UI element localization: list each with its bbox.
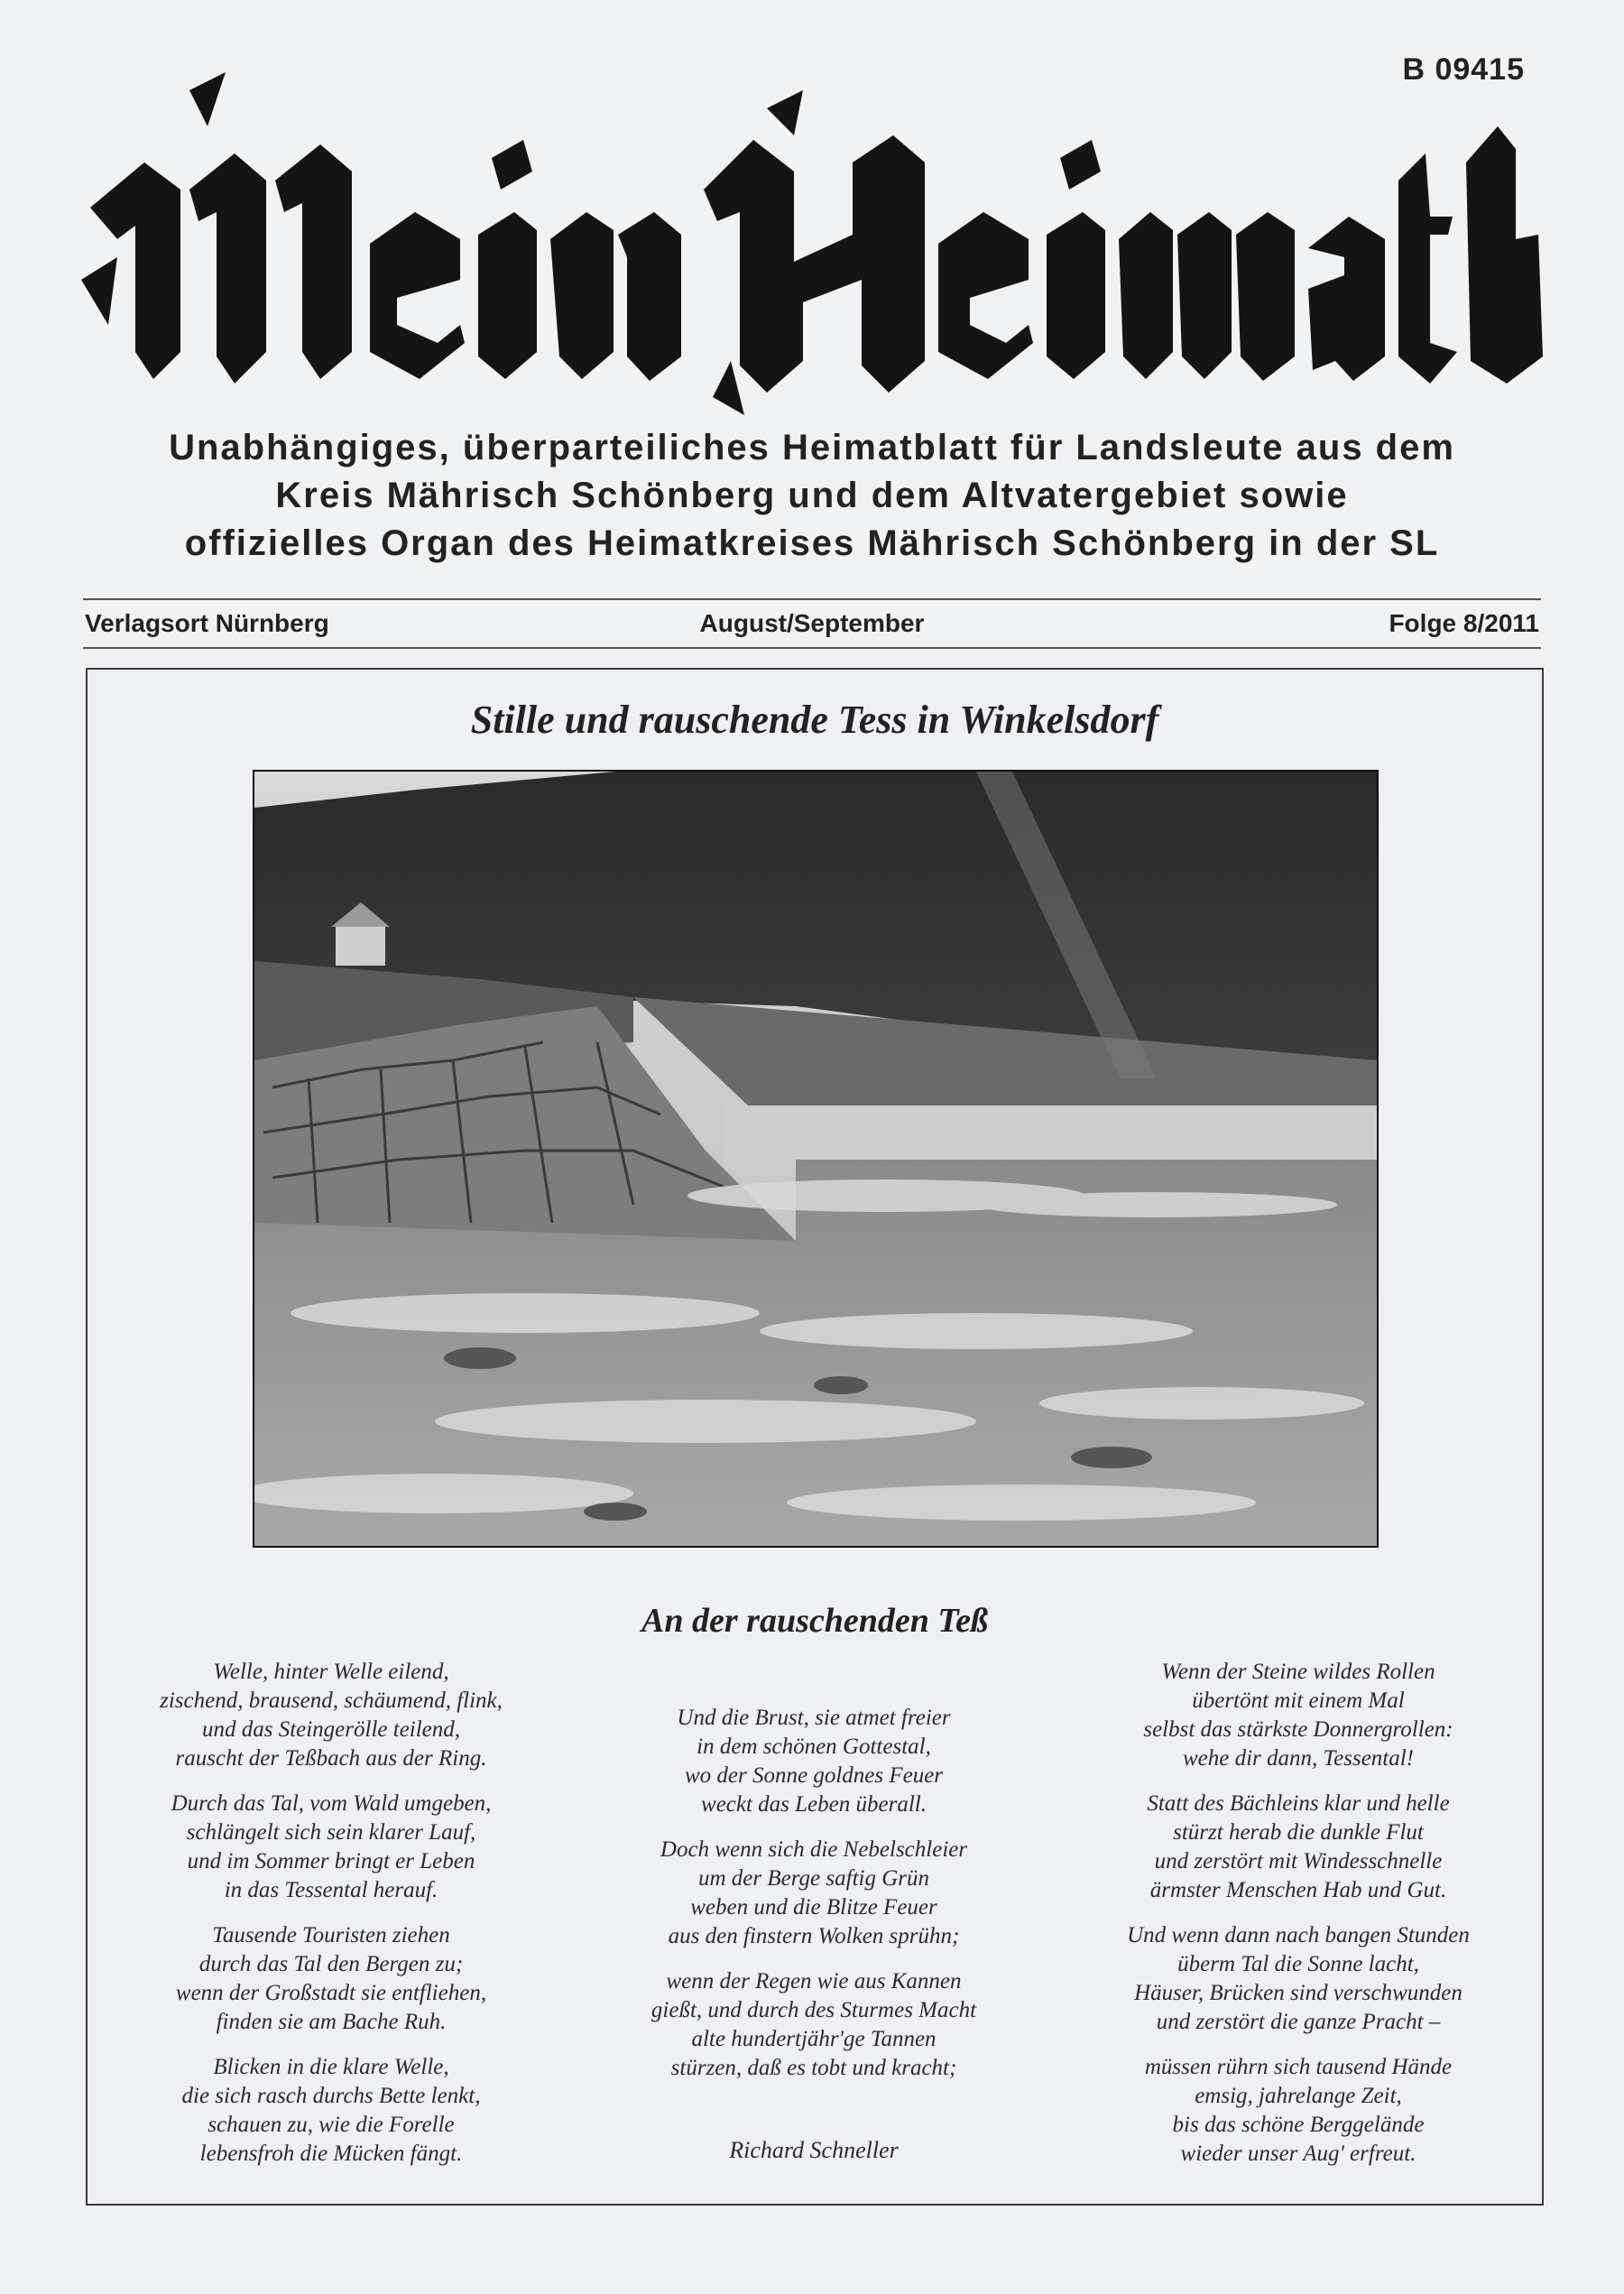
poem-author: Richard Schneller <box>729 2137 899 2163</box>
poem-column-3 <box>1064 1658 1533 2185</box>
poem-line: Durch das Tal, vom Wald umgeben, <box>171 1791 492 1816</box>
poem-line: ärmster Menschen Hab und Gut. <box>1149 1878 1447 1902</box>
feature-box <box>86 668 1544 2206</box>
poem-line: aus den finstern Wolken sprühn; <box>668 1924 960 1948</box>
poem-line: in dem schönen Gottestal, <box>697 1734 931 1759</box>
issue-number: Folge 8/2011 <box>1389 609 1539 637</box>
issue-info-bar <box>83 598 1541 649</box>
poem-line: überm Tal die Sonne lacht, <box>1177 1952 1419 1976</box>
subtitle-line: Unabhängiges, überparteiliches Heimatblatt für Landsleute aus dem <box>169 428 1455 467</box>
poem-line: Doch wenn sich die Nebelschleier <box>660 1837 968 1862</box>
poem-stanza <box>97 1658 566 1773</box>
poem-line: wenn der Regen wie aus Kannen <box>666 1969 962 1993</box>
poem-line: emsig, jahrelange Zeit, <box>1195 2084 1402 2108</box>
poem-line: alte hundertjähr'ge Tannen <box>691 2027 937 2051</box>
subtitle-line: Kreis Mährisch Schönberg und dem Altvatergebiet sowie <box>275 476 1349 515</box>
poem-line: übertönt mit einem Mal <box>1192 1688 1405 1713</box>
subtitle-line: offizielles Organ des Heimatkreises Mährisch Schönberg in der SL <box>184 523 1440 563</box>
poem-stanza <box>1064 1790 1533 1905</box>
poem-line: wo der Sonne goldnes Feuer <box>684 1763 944 1788</box>
poem-stanza <box>579 1704 1048 1819</box>
masthead-logo <box>81 54 1543 415</box>
poem-line: durch das Tal den Bergen zu; <box>198 1952 464 1976</box>
poem-line: Und die Brust, sie atmet freier <box>677 1706 951 1730</box>
poem-line: selbst das stärkste Donnergrollen: <box>1143 1717 1453 1742</box>
poem-stanza <box>97 2053 566 2169</box>
poem-line: wenn der Großstadt sie entfliehen, <box>175 1981 487 2005</box>
poem-line: bis das schöne Berggelände <box>1172 2113 1425 2137</box>
issn-number: B 09415 <box>1402 52 1525 87</box>
poem-line: Statt des Bächleins klar und helle <box>1147 1791 1450 1816</box>
poem-line: wieder unser Aug' erfreut. <box>1180 2141 1416 2166</box>
poem-line: schlängelt sich sein klarer Lauf, <box>186 1820 476 1845</box>
poem-title: An der rauschenden Teß <box>641 1602 988 1640</box>
poem-line: müssen rührn sich tausend Hände <box>1144 2055 1453 2079</box>
poem-stanza <box>579 1836 1048 1951</box>
poem-stanza <box>97 1921 566 2037</box>
poem-line: Und wenn dann nach bangen Stunden <box>1127 1923 1470 1947</box>
masthead-subtitle <box>81 424 1543 568</box>
poem-line: Welle, hinter Welle eilend, <box>213 1660 449 1684</box>
poem-line: in das Tessental herauf. <box>224 1878 438 1902</box>
poem-stanza <box>97 1790 566 1905</box>
poem-line: und das Steingerölle teilend, <box>201 1717 461 1742</box>
poem-line: lebensfroh die Mücken fängt. <box>199 2141 463 2166</box>
poem-column-2 <box>579 1704 1048 2099</box>
publication-place: Verlagsort Nürnberg <box>85 609 329 637</box>
poem-line: und zerstört mit Windesschnelle <box>1154 1849 1443 1873</box>
poem-line: und im Sommer bringt er Leben <box>187 1849 475 1873</box>
poem-stanza <box>579 1967 1048 2083</box>
river-photo <box>253 770 1379 1548</box>
poem-line: finden sie am Bache Ruh. <box>216 2010 447 2034</box>
poem-column-1 <box>97 1658 566 2185</box>
poem-line: Tausende Touristen ziehen <box>212 1923 450 1947</box>
poem-line: stürzt herab die dunkle Flut <box>1173 1820 1424 1845</box>
poem-line: rauscht der Teßbach aus der Ring. <box>175 1746 487 1771</box>
poem-stanza <box>1064 1921 1533 2037</box>
issue-period: August/September <box>699 609 925 637</box>
poem-line: schauen zu, wie die Forelle <box>208 2113 455 2137</box>
poem-line: Blicken in die klare Welle, <box>213 2055 449 2079</box>
poem-line: wehe dir dann, Tessental! <box>1182 1746 1415 1771</box>
poem-stanza <box>1064 1658 1533 1773</box>
poem-line: stürzen, daß es tobt und kracht; <box>670 2056 957 2080</box>
poem-line: und zerstört die ganze Pracht – <box>1156 2010 1441 2034</box>
poem-line: zischend, brausend, schäumend, flink, <box>160 1688 503 1713</box>
poem-line: weckt das Leben überall. <box>701 1792 927 1817</box>
poem-line: Häuser, Brücken sind verschwunden <box>1134 1981 1463 2005</box>
photo-caption-title: Stille und rauschende Tess in Winkelsdorf <box>470 698 1159 742</box>
poem-line: weben und die Blitze Feuer <box>690 1895 937 1919</box>
poem-line: Wenn der Steine wildes Rollen <box>1161 1660 1435 1684</box>
poem-line: gießt, und durch des Sturmes Macht <box>651 1998 977 2022</box>
poem-stanza <box>1064 2053 1533 2169</box>
poem-line: um der Berge saftig Grün <box>698 1866 929 1891</box>
poem-line: die sich rasch durchs Bette lenkt, <box>181 2084 481 2108</box>
